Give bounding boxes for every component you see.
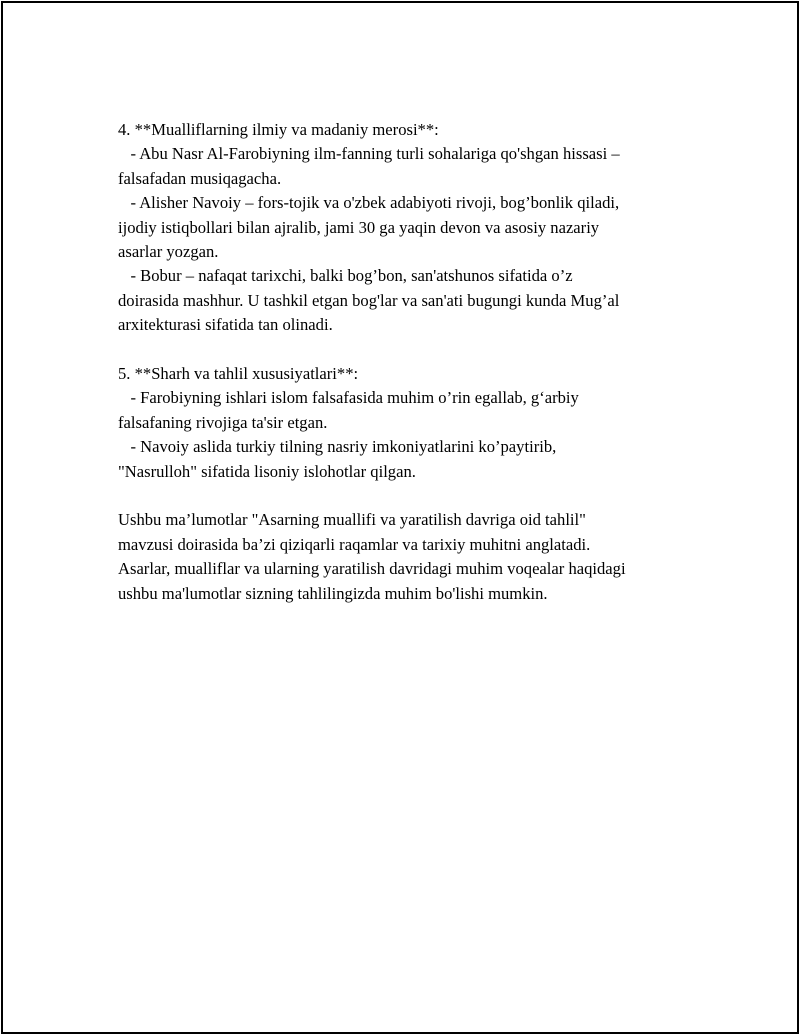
- paragraph-line: mavzusi doirasida ba’zi qiziqarli raqamlar va tarixiy muhitni anglatadi.: [118, 534, 591, 554]
- paragraph-line: ushbu ma'lumotlar sizning tahlilingizda muhim bo'lishi mumkin.: [118, 583, 548, 603]
- paragraph-line: ijodiy istiqbollari bilan ajralib, jami 30 ga yaqin devon va asosiy nazariy: [118, 217, 600, 237]
- paragraph-gap: [118, 484, 688, 508]
- section-heading-analysis: 5. **Sharh va tahlil xususiyatlari**:: [118, 364, 359, 384]
- paragraph-line: doirasida mashhur. U tashkil etgan bog'lar va san'ati bugungi kunda Mug’al: [118, 290, 620, 310]
- paragraph-line: - Farobiyning ishlari islom falsafasida muhim o’rin egallab, g‘arbiy: [118, 388, 579, 408]
- paragraph-gap: [118, 338, 688, 362]
- paragraph-line: Ushbu ma’lumotlar "Asarning muallifi va yaratilish davriga oid tahlil": [118, 510, 586, 530]
- paragraph-line: - Abu Nasr Al-Farobiyning ilm-fanning turli sohalariga qo'shgan hissasi –: [118, 144, 620, 164]
- section-heading-legacy: 4. **Mualliflarning ilmiy va madaniy merosi**:: [118, 120, 439, 139]
- paragraph-line: - Navoiy aslida turkiy tilning nasriy imkoniyatlarini ko’paytirib,: [118, 437, 557, 457]
- paragraph-line: Asarlar, mualliflar va ularning yaratilish davridagi muhim voqealar haqidagi: [118, 559, 626, 579]
- paragraph-line: arxitekturasi sifatida tan olinadi.: [118, 315, 333, 335]
- paragraph-line: falsafadan musiqagacha.: [118, 168, 282, 188]
- paragraph-line: "Nasrulloh" sifatida lisoniy islohotlar qilgan.: [118, 461, 416, 481]
- section-conclusion: [118, 508, 688, 606]
- paragraph-line: - Bobur – nafaqat tarixchi, balki bog’bon, san'atshunos sifatida o’z: [118, 266, 573, 286]
- section-analysis: [118, 362, 688, 484]
- paragraph-line: - Alisher Navoiy – fors-tojik va o'zbek adabiyoti rivoji, bog’bonlik qiladi,: [118, 193, 620, 213]
- section-legacy: [118, 118, 688, 338]
- paragraph-line: falsafaning rivojiga ta'sir etgan.: [118, 412, 328, 432]
- paragraph-line: asarlar yozgan.: [118, 242, 219, 262]
- document-body: [118, 118, 688, 606]
